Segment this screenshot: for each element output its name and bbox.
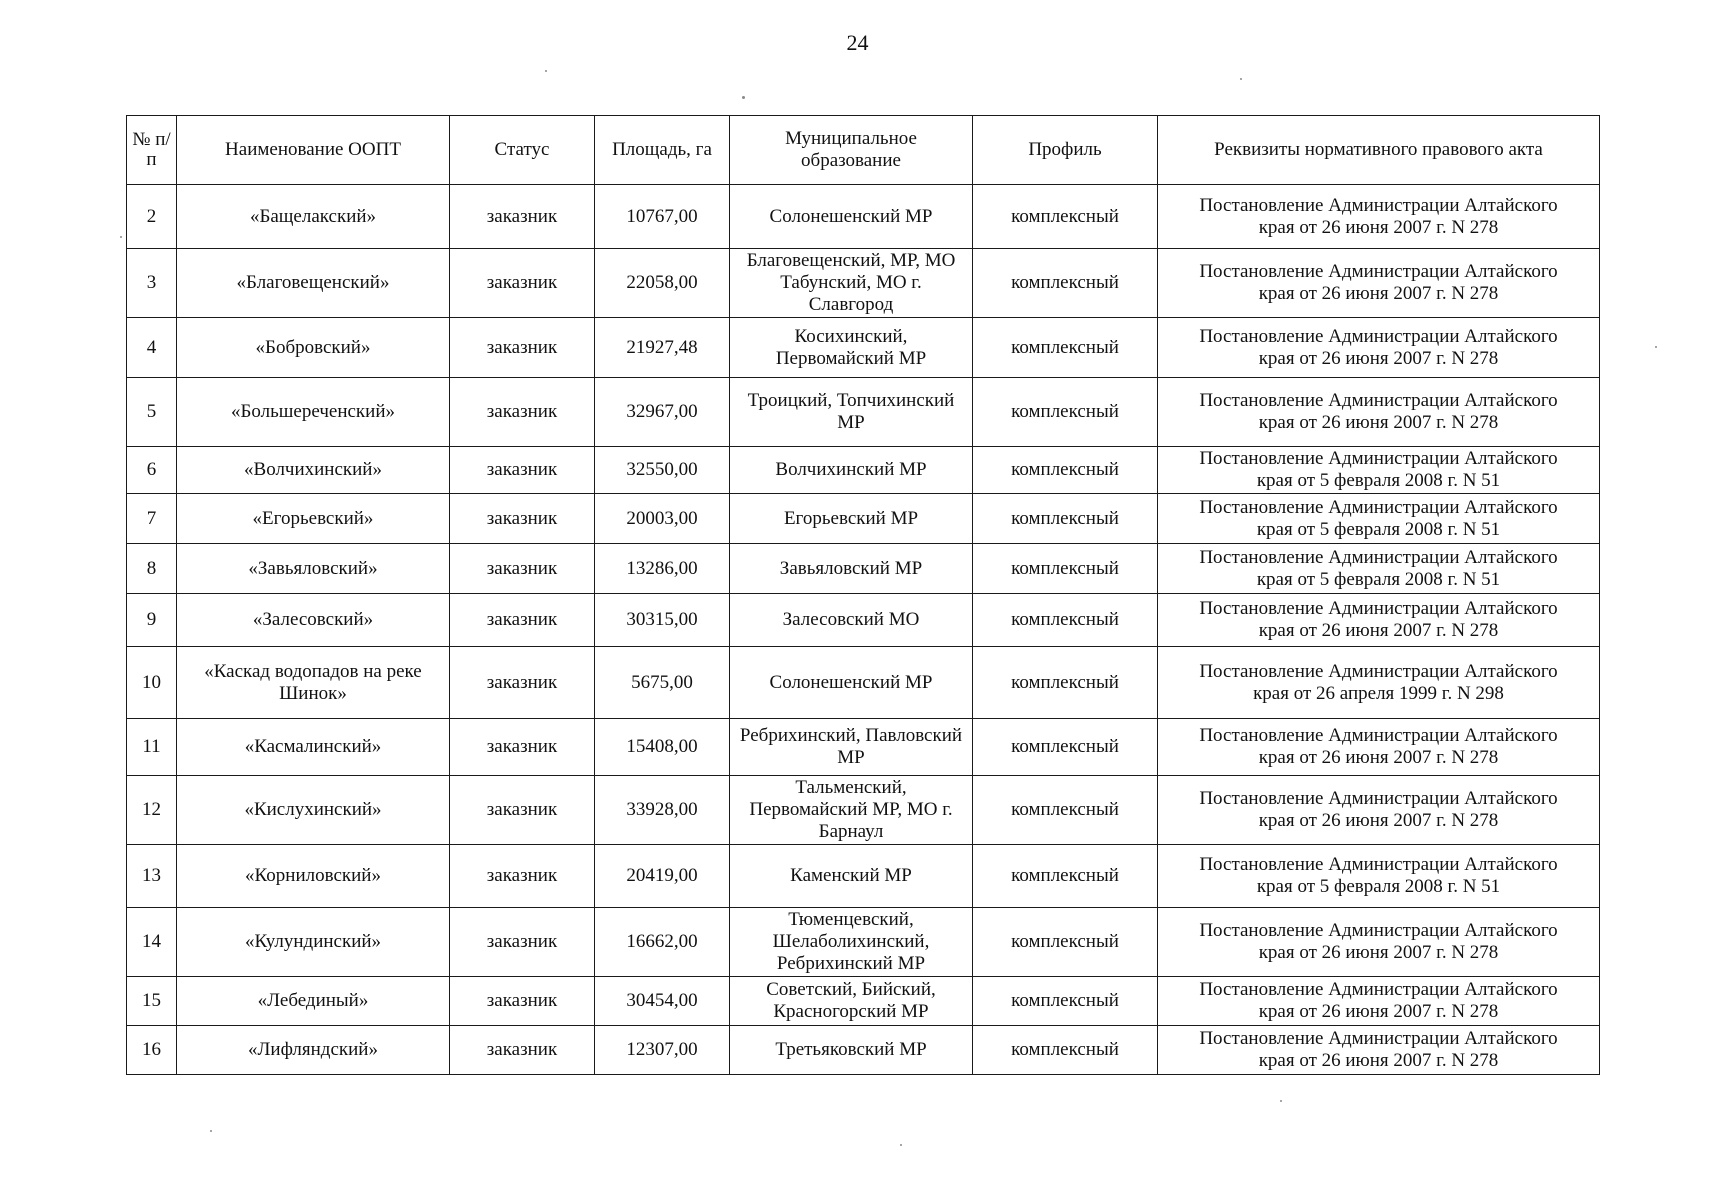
area-name-cell: «Корниловский»: [177, 845, 450, 908]
table-row: [127, 185, 1600, 249]
area-name-cell: «Волчихинский»: [177, 447, 450, 494]
header-number: № п/ п: [127, 116, 177, 185]
row-number-cell: 14: [127, 908, 177, 977]
row-number-cell: 2: [127, 185, 177, 249]
area-name-cell: «Залесовский»: [177, 594, 450, 647]
scan-speck: [1655, 346, 1657, 348]
row-number-cell: 9: [127, 594, 177, 647]
legal-act-cell: Постановление Администрации Алтайского края от 5 февраля 2008 г. N 51: [1158, 544, 1600, 594]
table-row: [127, 249, 1600, 318]
row-number-cell: 16: [127, 1026, 177, 1075]
scan-speck: [545, 70, 547, 72]
area-status-cell: заказник: [450, 776, 595, 845]
legal-act-cell: Постановление Администрации Алтайского края от 5 февраля 2008 г. N 51: [1158, 447, 1600, 494]
legal-act-cell: Постановление Администрации Алтайского края от 26 июня 2007 г. N 278: [1158, 719, 1600, 776]
area-profile-cell: комплексный: [973, 908, 1158, 977]
area-profile-cell: комплексный: [973, 977, 1158, 1026]
area-status-cell: заказник: [450, 249, 595, 318]
scan-speck: [120, 236, 122, 238]
area-size-cell: 30454,00: [595, 977, 730, 1026]
area-status-cell: заказник: [450, 544, 595, 594]
area-size-cell: 10767,00: [595, 185, 730, 249]
municipality-cell: Благовещенский, МР, МО Табунский, МО г. Славгород: [730, 249, 973, 318]
legal-act-cell: Постановление Администрации Алтайского края от 26 апреля 1999 г. N 298: [1158, 647, 1600, 719]
area-profile-cell: комплексный: [973, 378, 1158, 447]
area-profile-cell: комплексный: [973, 719, 1158, 776]
area-size-cell: 13286,00: [595, 544, 730, 594]
table-row: [127, 318, 1600, 378]
area-status-cell: заказник: [450, 977, 595, 1026]
municipality-cell: Волчихинский МР: [730, 447, 973, 494]
area-size-cell: 33928,00: [595, 776, 730, 845]
area-name-cell: «Кулундинский»: [177, 908, 450, 977]
area-size-cell: 16662,00: [595, 908, 730, 977]
table-body: [127, 185, 1600, 1075]
municipality-cell: Каменский МР: [730, 845, 973, 908]
area-status-cell: заказник: [450, 494, 595, 544]
legal-act-cell: Постановление Администрации Алтайского края от 26 июня 2007 г. N 278: [1158, 249, 1600, 318]
row-number-cell: 15: [127, 977, 177, 1026]
area-name-cell: «Завьяловский»: [177, 544, 450, 594]
municipality-cell: Солонешенский МР: [730, 185, 973, 249]
table-row: [127, 378, 1600, 447]
area-status-cell: заказник: [450, 647, 595, 719]
legal-act-cell: Постановление Администрации Алтайского края от 26 июня 2007 г. N 278: [1158, 977, 1600, 1026]
area-size-cell: 20003,00: [595, 494, 730, 544]
area-profile-cell: комплексный: [973, 249, 1158, 318]
table-row: [127, 544, 1600, 594]
area-name-cell: «Касмалинский»: [177, 719, 450, 776]
header-municipality: Муниципальное образование: [730, 116, 973, 185]
row-number-cell: 10: [127, 647, 177, 719]
table-header-row: [127, 116, 1600, 185]
page-number: 24: [846, 30, 869, 55]
area-size-cell: 12307,00: [595, 1026, 730, 1075]
area-size-cell: 22058,00: [595, 249, 730, 318]
area-profile-cell: комплексный: [973, 776, 1158, 845]
row-number-cell: 13: [127, 845, 177, 908]
table-row: [127, 977, 1600, 1026]
area-profile-cell: комплексный: [973, 544, 1158, 594]
legal-act-cell: Постановление Администрации Алтайского края от 26 июня 2007 г. N 278: [1158, 185, 1600, 249]
legal-act-cell: Постановление Администрации Алтайского края от 26 июня 2007 г. N 278: [1158, 1026, 1600, 1075]
municipality-cell: Ребрихинский, Павловский МР: [730, 719, 973, 776]
area-name-cell: «Бобровский»: [177, 318, 450, 378]
area-profile-cell: комплексный: [973, 318, 1158, 378]
municipality-cell: Третьяковский МР: [730, 1026, 973, 1075]
table-row: [127, 594, 1600, 647]
area-name-cell: «Егорьевский»: [177, 494, 450, 544]
area-profile-cell: комплексный: [973, 647, 1158, 719]
table-row: [127, 776, 1600, 845]
area-name-cell: «Лифляндский»: [177, 1026, 450, 1075]
legal-act-cell: Постановление Администрации Алтайского края от 26 июня 2007 г. N 278: [1158, 378, 1600, 447]
area-size-cell: 15408,00: [595, 719, 730, 776]
table-row: [127, 908, 1600, 977]
area-status-cell: заказник: [450, 594, 595, 647]
area-status-cell: заказник: [450, 318, 595, 378]
protected-areas-table: [126, 115, 1600, 1075]
header-status: Статус: [450, 116, 595, 185]
row-number-cell: 5: [127, 378, 177, 447]
municipality-cell: Залесовский МО: [730, 594, 973, 647]
table-row: [127, 1026, 1600, 1075]
area-profile-cell: комплексный: [973, 447, 1158, 494]
area-profile-cell: комплексный: [973, 594, 1158, 647]
header-act: Реквизиты нормативного правового акта: [1158, 116, 1600, 185]
municipality-cell: Советский, Бийский, Красногорский МР: [730, 977, 973, 1026]
row-number-cell: 12: [127, 776, 177, 845]
header-area: Площадь, га: [595, 116, 730, 185]
area-name-cell: «Лебединый»: [177, 977, 450, 1026]
legal-act-cell: Постановление Администрации Алтайского края от 26 июня 2007 г. N 278: [1158, 908, 1600, 977]
municipality-cell: Тюменцевский, Шелаболихинский, Ребрихинский МР: [730, 908, 973, 977]
area-status-cell: заказник: [450, 845, 595, 908]
area-size-cell: 32967,00: [595, 378, 730, 447]
area-status-cell: заказник: [450, 378, 595, 447]
area-size-cell: 5675,00: [595, 647, 730, 719]
area-profile-cell: комплексный: [973, 845, 1158, 908]
header-profile: Профиль: [973, 116, 1158, 185]
legal-act-cell: Постановление Администрации Алтайского края от 26 июня 2007 г. N 278: [1158, 318, 1600, 378]
table-row: [127, 494, 1600, 544]
area-status-cell: заказник: [450, 185, 595, 249]
municipality-cell: Егорьевский МР: [730, 494, 973, 544]
area-status-cell: заказник: [450, 719, 595, 776]
header-name: Наименование ООПТ: [177, 116, 450, 185]
area-size-cell: 20419,00: [595, 845, 730, 908]
scan-speck: [742, 96, 745, 99]
municipality-cell: Солонешенский МР: [730, 647, 973, 719]
row-number-cell: 4: [127, 318, 177, 378]
municipality-cell: Троицкий, Топчихинский МР: [730, 378, 973, 447]
table-row: [127, 845, 1600, 908]
legal-act-cell: Постановление Администрации Алтайского края от 5 февраля 2008 г. N 51: [1158, 845, 1600, 908]
legal-act-cell: Постановление Администрации Алтайского края от 26 июня 2007 г. N 278: [1158, 594, 1600, 647]
municipality-cell: Тальменский, Первомайский МР, МО г. Барнаул: [730, 776, 973, 845]
area-size-cell: 32550,00: [595, 447, 730, 494]
row-number-cell: 8: [127, 544, 177, 594]
table-row: [127, 647, 1600, 719]
table-row: [127, 719, 1600, 776]
area-status-cell: заказник: [450, 1026, 595, 1075]
table-row: [127, 447, 1600, 494]
municipality-cell: Завьяловский МР: [730, 544, 973, 594]
scan-speck: [210, 1130, 212, 1132]
scan-speck: [900, 1144, 902, 1146]
municipality-cell: Косихинский, Первомайский МР: [730, 318, 973, 378]
row-number-cell: 7: [127, 494, 177, 544]
legal-act-cell: Постановление Администрации Алтайского края от 5 февраля 2008 г. N 51: [1158, 494, 1600, 544]
area-profile-cell: комплексный: [973, 1026, 1158, 1075]
area-profile-cell: комплексный: [973, 185, 1158, 249]
area-name-cell: «Бащелакский»: [177, 185, 450, 249]
area-profile-cell: комплексный: [973, 494, 1158, 544]
area-name-cell: «Кислухинский»: [177, 776, 450, 845]
row-number-cell: 11: [127, 719, 177, 776]
area-name-cell: «Большереченский»: [177, 378, 450, 447]
scan-speck: [1280, 1100, 1282, 1102]
row-number-cell: 3: [127, 249, 177, 318]
area-size-cell: 30315,00: [595, 594, 730, 647]
area-status-cell: заказник: [450, 908, 595, 977]
row-number-cell: 6: [127, 447, 177, 494]
legal-act-cell: Постановление Администрации Алтайского края от 26 июня 2007 г. N 278: [1158, 776, 1600, 845]
area-name-cell: «Благовещенский»: [177, 249, 450, 318]
area-size-cell: 21927,48: [595, 318, 730, 378]
area-name-cell: «Каскад водопадов на реке Шинок»: [177, 647, 450, 719]
scan-speck: [1240, 78, 1242, 80]
area-status-cell: заказник: [450, 447, 595, 494]
